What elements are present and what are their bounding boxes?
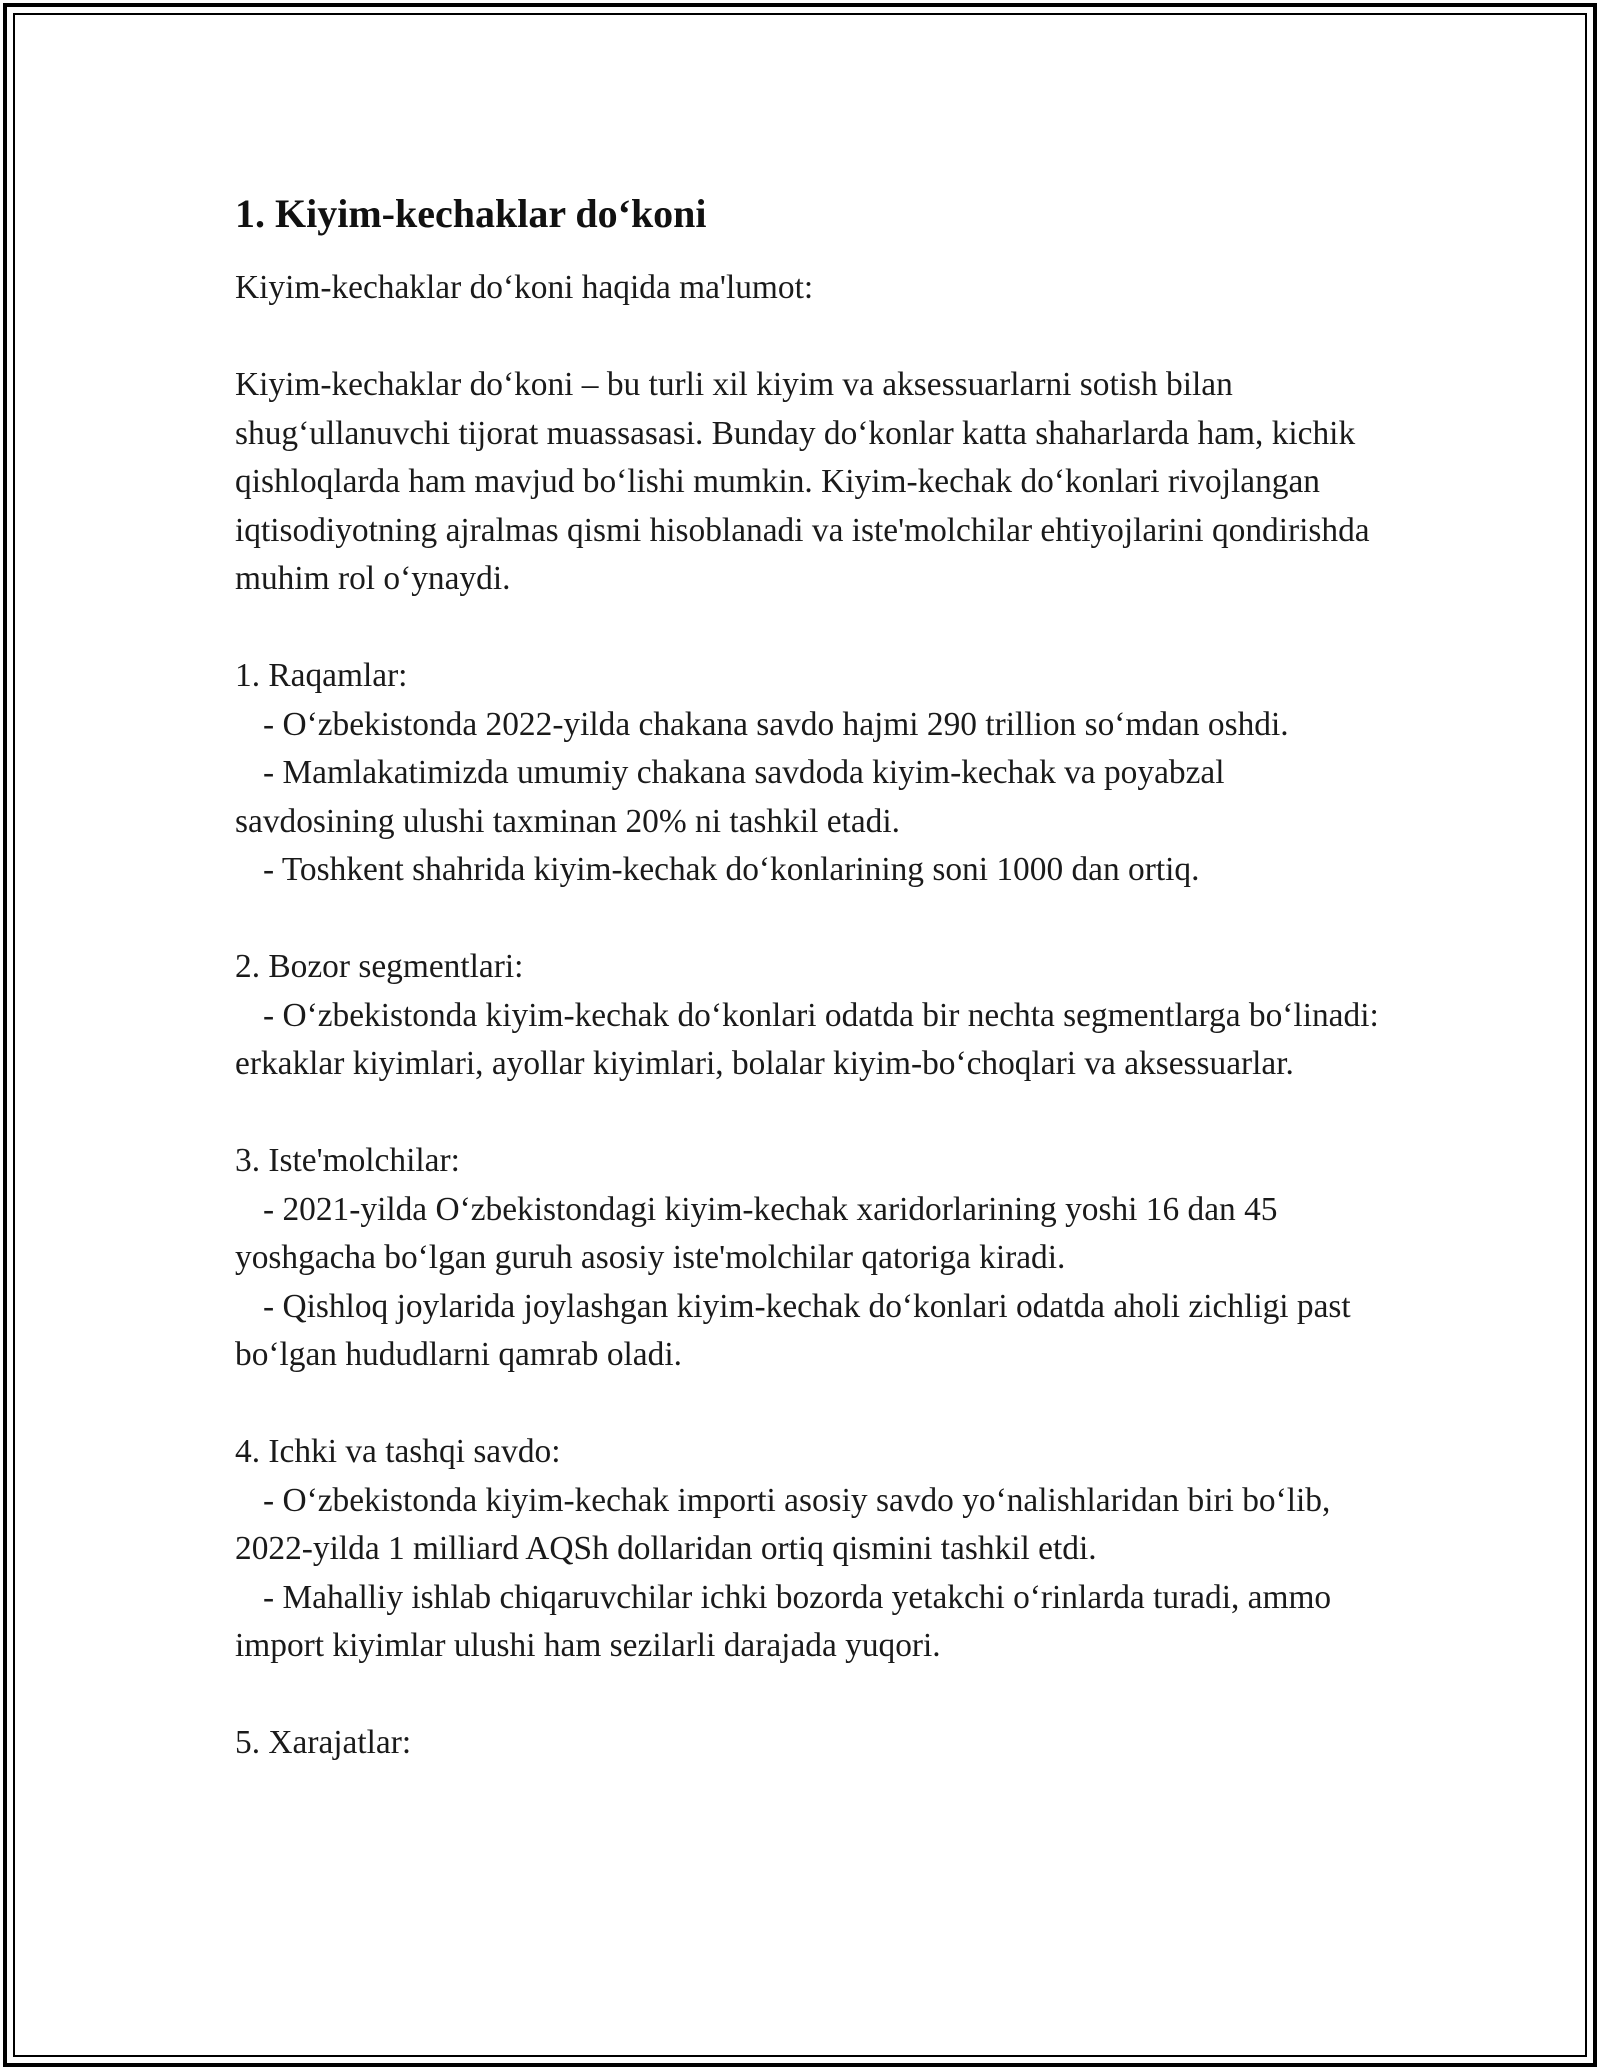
spacer [235,604,1385,653]
bullet-item: - Qishloq joylarida joylashgan kiyim-kechak do‘konlari odatda aholi zichligi past bo‘lgan hududlarni qamrab oladi. [235,1287,1351,1373]
section-heading: 5. Xarajatlar: [235,1724,412,1761]
section-consumers [235,1137,1385,1380]
intro-label: Kiyim-kechaklar do‘koni haqida ma'lumot: [235,269,814,306]
intro-paragraph: Kiyim-kechaklar do‘koni – bu turli xil kiyim va aksessuarlarni sotish bilan shug‘ullanuvchi tijorat muassasasi. Bunday do‘konlar katta shaharlarda ham, kichik qishloqlarda ham mavjud bo‘lishi mumkin. Kiyim-kechak do‘konlari rivojlangan iqtisodiyotning ajralmas qismi hisoblanadi va iste'molchilar ehtiyojlarini qondirishda muhim rol o‘ynaydi. [235,366,1370,597]
bullet-item: - O‘zbekistonda kiyim-kechak do‘konlari odatda bir nechta segmentlarga bo‘linadi: erkaklar kiyimlari, ayollar kiyimlari, bolalar kiyim-bo‘choqlari va aksessuarlar. [235,996,1379,1082]
bullet-item: - O‘zbekistonda 2022-yilda chakana savdo hajmi 290 trillion so‘mdan oshdi. [263,705,1289,743]
section-expenses [235,1719,1385,1768]
spacer [235,1380,1385,1429]
spacer [235,1671,1385,1720]
section-heading: 3. Iste'molchilar: [235,1142,460,1179]
spacer [235,313,1385,362]
bullet-item: - Toshkent shahrida kiyim-kechak do‘konlarining soni 1000 dan ortiq. [263,851,1200,888]
section-numbers [235,652,1385,895]
section-heading: 4. Ichki va tashqi savdo: [235,1433,561,1470]
section-trade [235,1428,1385,1671]
document-body [235,188,1385,1768]
section-heading: 1. Raqamlar: [235,657,408,694]
section-heading: 2. Bozor segmentlari: [235,948,524,985]
section-market-segments [235,943,1385,1089]
spacer [235,1089,1385,1138]
spacer [235,895,1385,944]
bullet-item: - Mahalliy ishlab chiqaruvchilar ichki bozorda yetakchi o‘rinlarda turadi, ammo import kiyimlar ulushi ham sezilarli darajada yuqori. [235,1578,1332,1664]
bullet-item: - Mamlakatimizda umumiy chakana savdoda kiyim-kechak va poyabzal savdosining ulushi taxminan 20% ni tashkil etadi. [235,754,1225,840]
bullet-item: - O‘zbekistonda kiyim-kechak importi asosiy savdo yo‘nalishlaridan biri bo‘lib, 2022-yilda 1 milliard AQSh dollaridan ortiq qismini tashkil etdi. [235,1481,1331,1567]
bullet-item: - 2021-yilda O‘zbekistondagi kiyim-kechak xaridorlarining yoshi 16 dan 45 yoshgacha bo‘lgan guruh asosiy iste'molchilar qatoriga kiradi. [235,1190,1278,1276]
document-title: 1. Kiyim-kechaklar do‘koni [235,191,707,236]
